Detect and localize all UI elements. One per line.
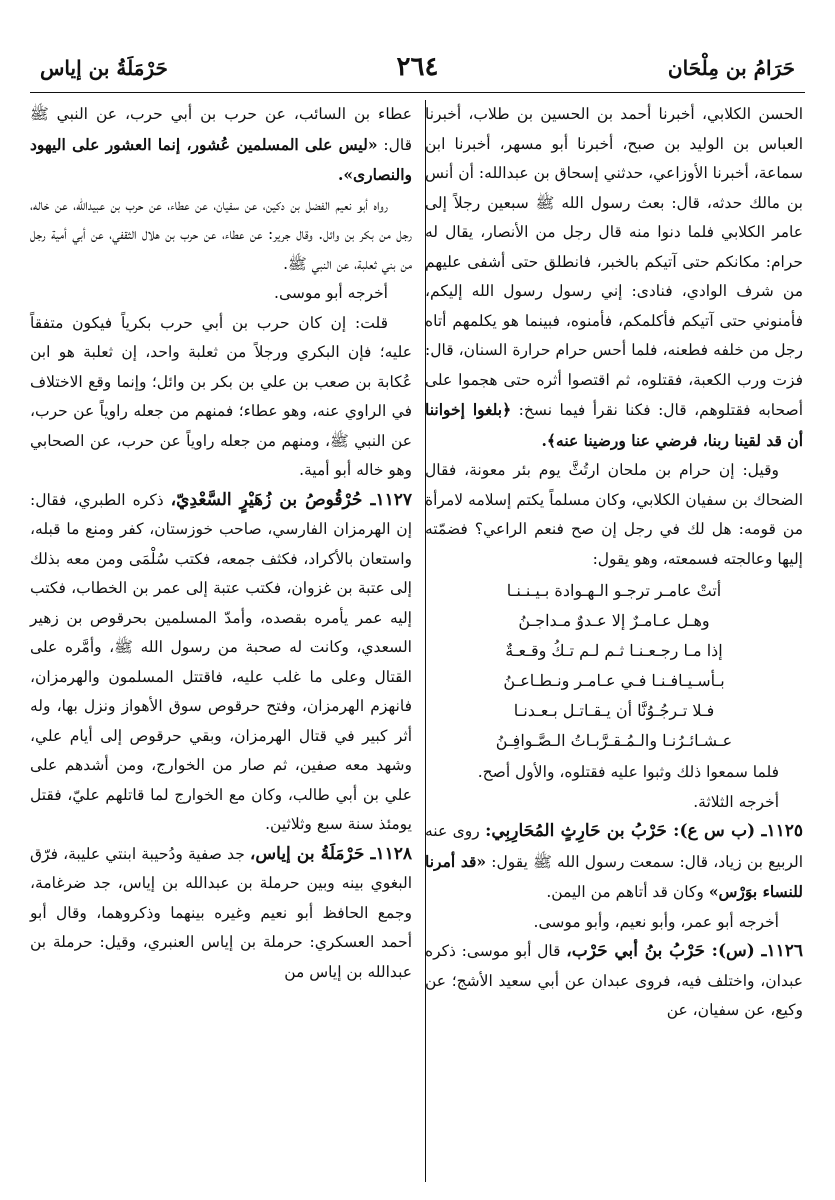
- page-number: ٢٦٤: [396, 52, 439, 82]
- entry-heading: ١١٢٦ـ (س): حَرْبُ بنُ أبي حَرْب،: [566, 941, 803, 961]
- entry-text: ذكره الطبري، فقال: إن الهرمزان الفارسي، صاحب خوزستان، كفر ومنع ما قبله، واستعان بالأكراد، فكثف جمعه، فكتب سُلْمَى ومن معه بذلك إلى عتبة بن غزوان، فكتب عتبة إلى عمر بن الخطاب، فكتب إليه عمر يأمره بقصده، وأمدّ المسلمين بحرقوص بن زهير السعدي، وكانت له صحبة من رسول الله ﷺ، وأمَّره على القتال وعلى ما غلب عليه، فاقتتل المسلمون والهرمزان، فانهزم الهرمزان، وفتح حرقوص سوق الأهواز ونزل بها، وله أثر كبير في قتال الهرمزان، وبقي حرقوص إلى أيام علي، وشهد معه صفين، ثم صار من الخوارج، ومن أشدهم على علي بن أبي طالب، وكان مع الخوارج لما قاتلهم عليّ، فقتل يومئذ سنة سبع وثلاثين.: [30, 490, 412, 833]
- poem-line: عـشـائـرُنـا والـمُـقـرَّبـاتُ الـصَّـوافِـنُ: [495, 731, 733, 750]
- left-column: [30, 100, 412, 987]
- right-column: [425, 100, 803, 1026]
- entry-heading: ١١٢٥ـ (ب س ع): حَرْبُ بن حَارِثٍ المُحَارِبِي:: [485, 821, 803, 841]
- paragraph: [425, 100, 803, 456]
- poem-line: أتتْ عامـر ترجـو الـهـوادة بـيـنـنـا: [506, 581, 722, 600]
- hadith-text: عطاء بن السائب، عن حرب بن أبي حرب، عن النبي ﷺ قال:: [30, 105, 412, 154]
- entry-1126: [425, 937, 803, 1026]
- entry-text: قال أبو موسى: ذكره عبدان، واختلف فيه، فروى عبدان عن أبي سعيد الأشج؛ عن وكيع، عن سفيان، عن: [425, 942, 803, 1019]
- entry-text: جد صفية ودُحيبة ابنتي عليبة، فرّق البغوي بينه وبين حرملة بن عبدالله بن إياس، جد ضرغامة، وجمع الحافظ أبو نعيم وغيره بينهما وذكروهما، وقال أبو أحمد العسكري: حرملة بن إياس العنبري، وقيل: حرملة بن عبدالله بن إياس من: [30, 844, 412, 981]
- entry-text: وكان قد أتاهم من اليمن.: [546, 883, 704, 901]
- paragraph: فلما سمعوا ذلك وثبوا عليه فقتلوه، والأول أصح.: [477, 763, 779, 781]
- paragraph: أخرجه الثلاثة.: [693, 792, 779, 811]
- header-rule: [30, 92, 805, 93]
- poem-line: فـلا تـرجُـوُنَّا أن يـقـاتـل بـعـدنـا: [513, 701, 715, 720]
- running-title-left: حَرْمَلَةُ بن إياس: [40, 56, 168, 80]
- hadith-quote: «ليس على المسلمين عُشور، إنما العشور على اليهود والنصارى».: [30, 134, 412, 184]
- paragraph: وقيل: إن حرام بن ملحان ارتُثَّ يوم بئر معونة، فقال الضحاك بن سفيان الكلابي، وكان مسلماً يكتم إسلامه لامرأة من قومه: هل لك في رجل إن صح فنعم الراعي؟ فضمّته إليها وعالجته فسمعته، وهو يقول:: [425, 461, 803, 568]
- entry-1125: [425, 817, 803, 908]
- paragraph: أخرجه أبو عمر، وأبو نعيم، وأبو موسى.: [533, 912, 779, 931]
- entry-text: روى عنه الربيع بن زياد، قال: سمعت رسول الله ﷺ يقول:: [425, 822, 804, 871]
- entry-1128: [30, 840, 412, 988]
- hadith-text: الحسن الكلابي، أخبرنا أحمد بن الحسين بن طلاب، أخبرنا العباس بن الوليد بن صبح، أخبرنا أبو مسهر، أخبرنا ابن سماعة، أخبرنا الأوزاعي، حدثني إسحاق بن عبدالله: أن أنس بن مالك حدثه، قال: بعث رسول الله ﷺ سبعين رجلاً إلى عامر الكلابي فلما دنوا منه قال رجل من الأنصار، يقال له حرام: مكانكم حتى آتيكم بالخبر، فانطلق حتى أشفى عليهم من شرف الوادي، فنادى: إني رسول رسول الله إليكم، فأمنوني حتى آتيكم فأكلمكم، فأمنوه، فبينما هو يكلمهم أتاه رجل من خلفه فطعنه، فلما أحس حرام حرارة السنان، قال: فزت ورب الكعبة، فقتلوه، ثم اقتصوا أثره حتى هجموا على أصحابه فقتلوهم، قال: فكنا نقرأ فيما نسخ:: [424, 105, 804, 419]
- paragraph: أخرجه أبو موسى.: [274, 284, 388, 302]
- quran-quote: ﴿بلغوا إخواننا أن قد لقينا ربنا، فرضي عنا ورضينا عنه﴾.: [425, 400, 803, 450]
- entry-1127: [30, 486, 412, 840]
- entry-heading: ١١٢٨ـ حَرْمَلَةُ بن إياس،: [249, 843, 412, 864]
- paragraph: قلت: إن كان حرب بن أبي حرب بكرياً فيكون متفقاً عليه؛ فإن البكري ورجلاً من ثعلبة واحد، إن ثعلبة هو ابن عُكابة بن صعب بن علي بن بكر بن وائل؛ وإنما وقع الاختلاف في الراوي عنه، وهو عطاء؛ فمنهم من جعله راوياً عن حرب، عن النبي ﷺ، ومنهم من جعله راوياً عن حرب، عن الصحابي وهو خاله أبو أمية.: [30, 313, 412, 479]
- poem-line: وهـل عـامـرٌ إلا عـدوٌ مـداجـنُ: [518, 611, 710, 630]
- poem-line: إذا مـا رجـعـنـا ثـم لـم تـكُ وقـعـةٌ: [505, 641, 723, 660]
- hadith-quote: «قد أمرنا للنساء بوَرْس»: [425, 851, 803, 901]
- poem: [425, 576, 803, 756]
- paragraph: [30, 100, 412, 191]
- running-title-right: حَرَامُ بن مِلْحَان: [667, 56, 795, 80]
- entry-heading: ١١٢٧ـ حُرْقُوصُ بن زُهَيْرٍ السَّعْدِيّ،: [170, 489, 412, 510]
- page-header: [30, 52, 805, 92]
- paragraph: رواه أبو نعيم الفضل بن دكين، عن سفيان، عن عطاء، عن حرب بن عبيدالله، عن خاله، رجل من بكر بن وائل. وقال جرير: عن عطاء، عن حرب بن هلال الثقفي، عن أبي أمية رجل من بني ثعلبة، عن النبي ﷺ.: [30, 195, 412, 273]
- poem-line: بـأسـيـافـنـا فـي عـامـر ونـطـاعـنُ: [503, 671, 725, 690]
